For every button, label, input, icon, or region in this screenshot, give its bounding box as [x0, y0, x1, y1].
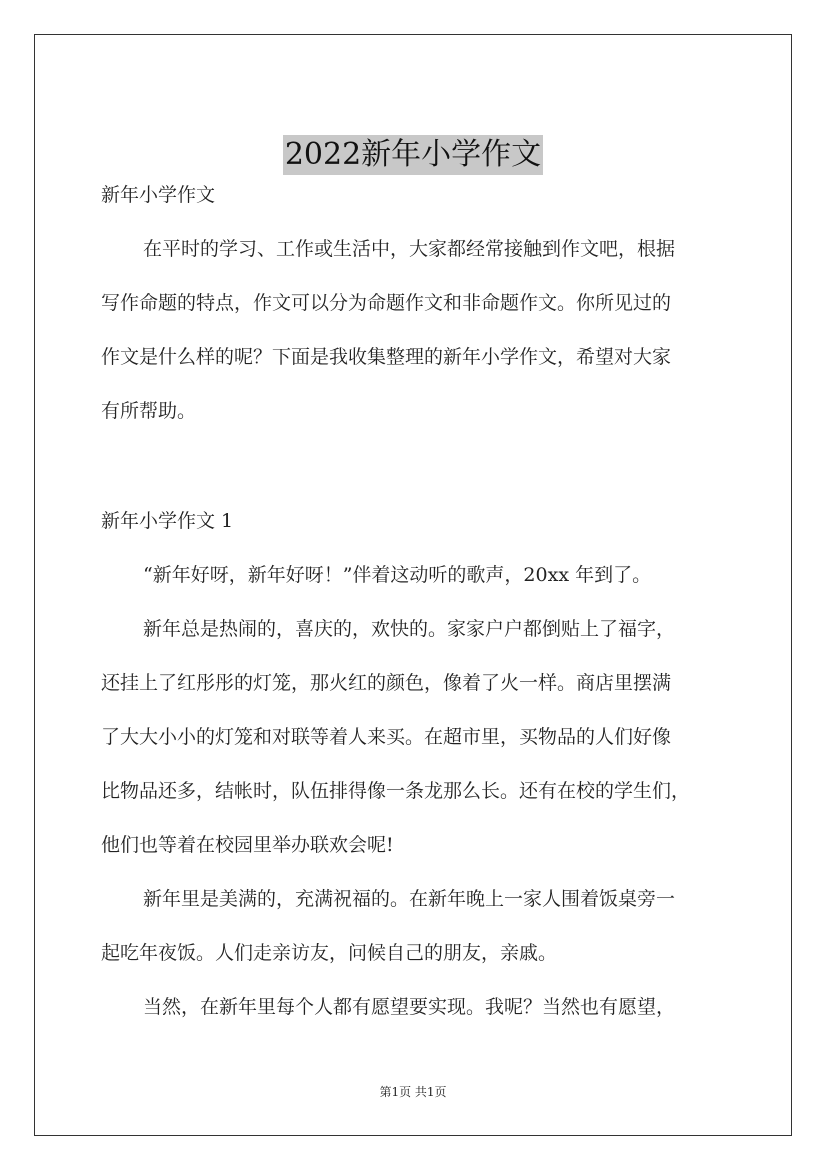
paragraph-line: 有所帮助。 — [101, 400, 197, 422]
section-heading: 新年小学作文 — [101, 184, 216, 206]
paragraph-line: 比物品还多，结帐时，队伍排得像一条龙那么长。还有在校的学生们， — [101, 780, 691, 802]
paragraph-line: 新年总是热闹的，喜庆的，欢快的。家家户户都倒贴上了福字， — [143, 618, 676, 640]
section-heading: 新年小学作文 1 — [101, 510, 234, 532]
paragraph-line: “新年好呀，新年好呀！”伴着这动听的歌声，20xx 年到了。 — [143, 564, 652, 586]
page-footer: 第1页 共1页 — [379, 1085, 447, 1099]
paragraph-line: 当然，在新年里每个人都有愿望要实现。我呢？当然也有愿望， — [143, 996, 676, 1018]
paragraph-line: 新年里是美满的，充满祝福的。在新年晚上一家人围着饭桌旁一 — [143, 888, 676, 910]
paragraph-line: 还挂上了红彤彤的灯笼，那火红的颜色，像着了火一样。商店里摆满 — [101, 672, 672, 694]
paragraph-line: 他们也等着在校园里举办联欢会呢! — [101, 834, 394, 856]
title-container — [35, 135, 791, 175]
document-title: 2022新年小学作文 — [283, 135, 543, 175]
document-page — [34, 34, 792, 1136]
paragraph-line: 了大大小小的灯笼和对联等着人来买。在超市里，买物品的人们好像 — [101, 726, 672, 748]
paragraph-line: 在平时的学习、工作或生活中，大家都经常接触到作文吧，根据 — [143, 238, 676, 260]
paragraph-line: 写作命题的特点，作文可以分为命题作文和非命题作文。你所见过的 — [101, 292, 672, 314]
paragraph-line: 作文是什么样的呢？下面是我收集整理的新年小学作文，希望对大家 — [101, 346, 672, 368]
paragraph-line: 起吃年夜饭。人们走亲访友，问候自己的朋友，亲戚。 — [101, 942, 558, 964]
